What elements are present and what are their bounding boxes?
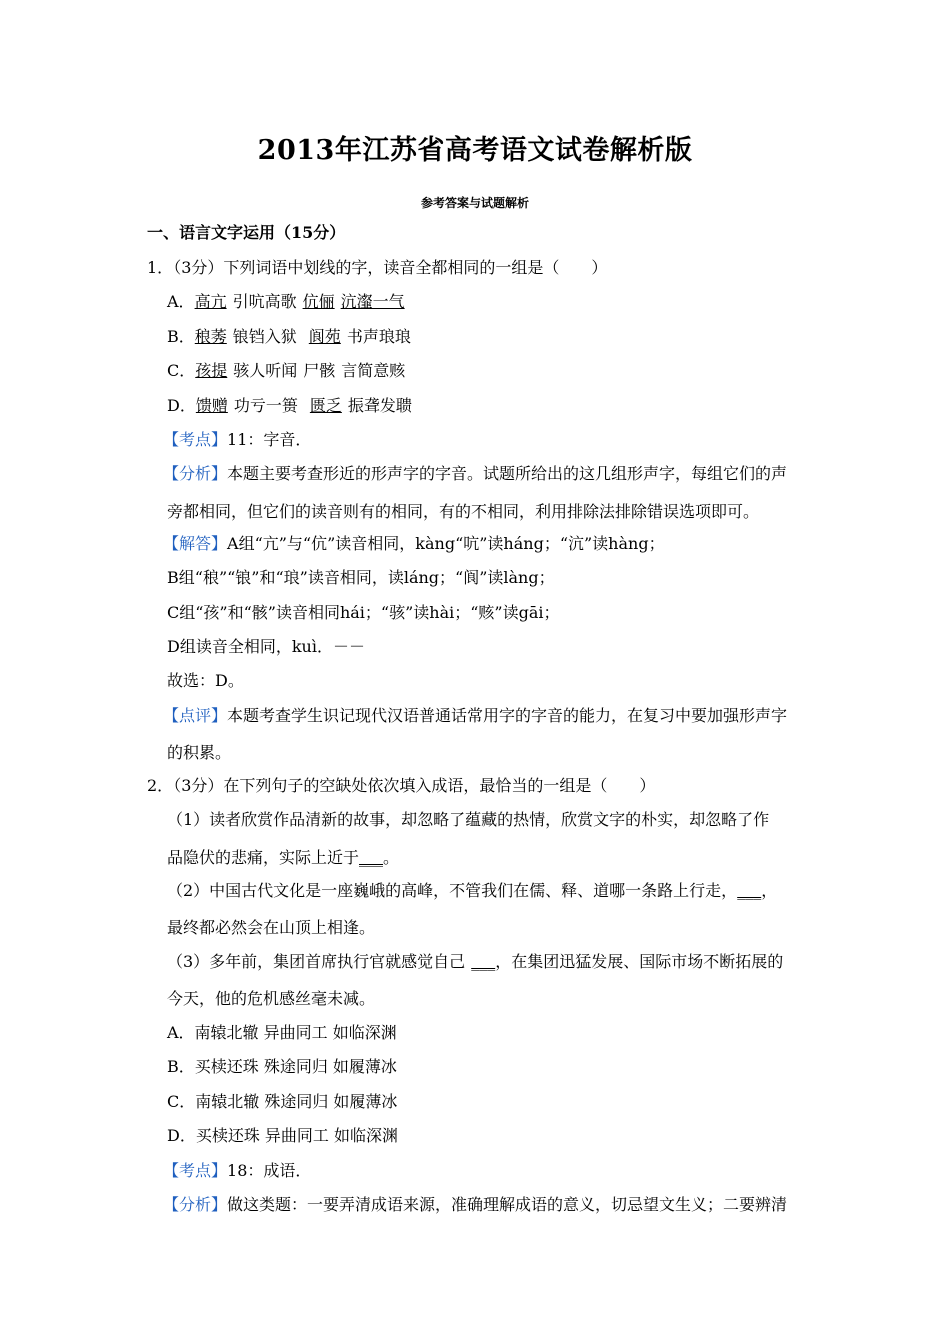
jieda-1-line5: 故选：D。: [167, 671, 244, 690]
question-1-stem: [147, 257, 607, 279]
sentence-3-line1: （3）多年前，集团首席执行官就感觉自己 ___，在集团迅猛发展、国际市场不断拓展的: [167, 952, 784, 971]
option-b: B．买椟还珠 殊途同归 如履薄冰: [167, 1057, 397, 1076]
page-subtitle: 参考答案与试题解析: [420, 196, 529, 210]
question-text: （3分）下列词语中划线的字，读音全都相同的一组是（ ）: [173, 258, 608, 277]
jieda-1-line1: 【解答】A组“亢”与“伉”读音相同，kàng“吭”读háng；“沆”读hàng；: [163, 534, 665, 553]
page-title: 2013年江苏省高考语文试卷解析版: [257, 135, 693, 166]
blank: ___: [359, 848, 384, 867]
fenxi-1-line1: 【分析】本题主要考查形近的形声字的字音。试题所给出的这几组形声字，每组它们的声: [163, 464, 788, 483]
fenxi-tag: 【分析】: [163, 1195, 228, 1214]
fenxi-tag: 【分析】: [163, 464, 228, 483]
question-text: （3分）在下列句子的空缺处依次填入成语，最恰当的一组是（ ）: [173, 776, 656, 795]
question-number: 1．: [147, 258, 174, 277]
sentence-2-line2: 最终都必然会在山顶上相逢。: [167, 918, 376, 937]
blank: ___: [737, 881, 762, 900]
dianping-1-line2: 的积累。: [167, 743, 232, 762]
dianping-tag: 【点评】: [163, 706, 228, 725]
dianping-1-line1: 【点评】本题考查学生识记现代汉语普通话常用字的字音的能力，在复习中要加强形声字: [163, 706, 788, 725]
option-d: D．馈赠 功亏一篑 匮乏 振聋发聩: [167, 396, 412, 415]
kaodian-2: 【考点】18：成语．: [163, 1161, 312, 1180]
kaodian-tag: 【考点】: [163, 1161, 228, 1180]
sentence-3-line2: 今天，他的危机感丝毫未减。: [167, 989, 376, 1008]
question-2-stem: [147, 775, 655, 797]
option-d: D．买椟还珠 异曲同工 如临深渊: [167, 1126, 399, 1145]
fenxi-1-line2: 旁都相同，但它们的读音则有的相同，有的不相同，利用排除法排除错误选项即可。: [167, 502, 760, 521]
fenxi-2-line1: 【分析】做这类题：一要弄清成语来源，准确理解成语的意义，切忌望文生义；二要辨清: [163, 1195, 788, 1214]
kaodian-tag: 【考点】: [163, 430, 228, 449]
jieda-1-line2: B组“稂”“锒”和“琅”读音相同，读láng；“阆”读làng；: [167, 568, 555, 587]
sentence-2-line1: （2）中国古代文化是一座巍峨的高峰，不管我们在儒、释、道哪一条路上行走，___，: [167, 881, 778, 900]
blank: ___: [471, 952, 496, 971]
jieda-1-line4: D组读音全相同，kuì．－－: [167, 637, 365, 656]
section-heading: 一、语言文字运用（15分）: [147, 223, 346, 242]
jieda-1-line3: C组“孩”和“骸”读音相同hái；“骇”读hài；“赅”读gāi；: [167, 603, 560, 622]
option-a: A．高亢 引吭高歌 伉俪 沆瀣一气: [167, 292, 405, 311]
option-c: C．南辕北辙 殊途同归 如履薄冰: [167, 1092, 398, 1111]
option-c: C．孩提 骇人听闻 尸骸 言简意赅: [167, 361, 406, 380]
kaodian-1: 【考点】11：字音．: [163, 430, 312, 449]
option-b: B．稂莠 锒铛入狱 阆苑 书声琅琅: [167, 327, 411, 346]
question-number: 2．: [147, 776, 174, 795]
jieda-tag: 【解答】: [163, 534, 228, 553]
sentence-1-line2: 品隐伏的悲痛，实际上近于___。: [167, 848, 400, 867]
sentence-1-line1: （1）读者欣赏作品清新的故事，却忽略了蕴藏的热情，欣赏文字的朴实，却忽略了作: [167, 810, 770, 829]
option-a: A．南辕北辙 异曲同工 如临深渊: [167, 1023, 397, 1042]
